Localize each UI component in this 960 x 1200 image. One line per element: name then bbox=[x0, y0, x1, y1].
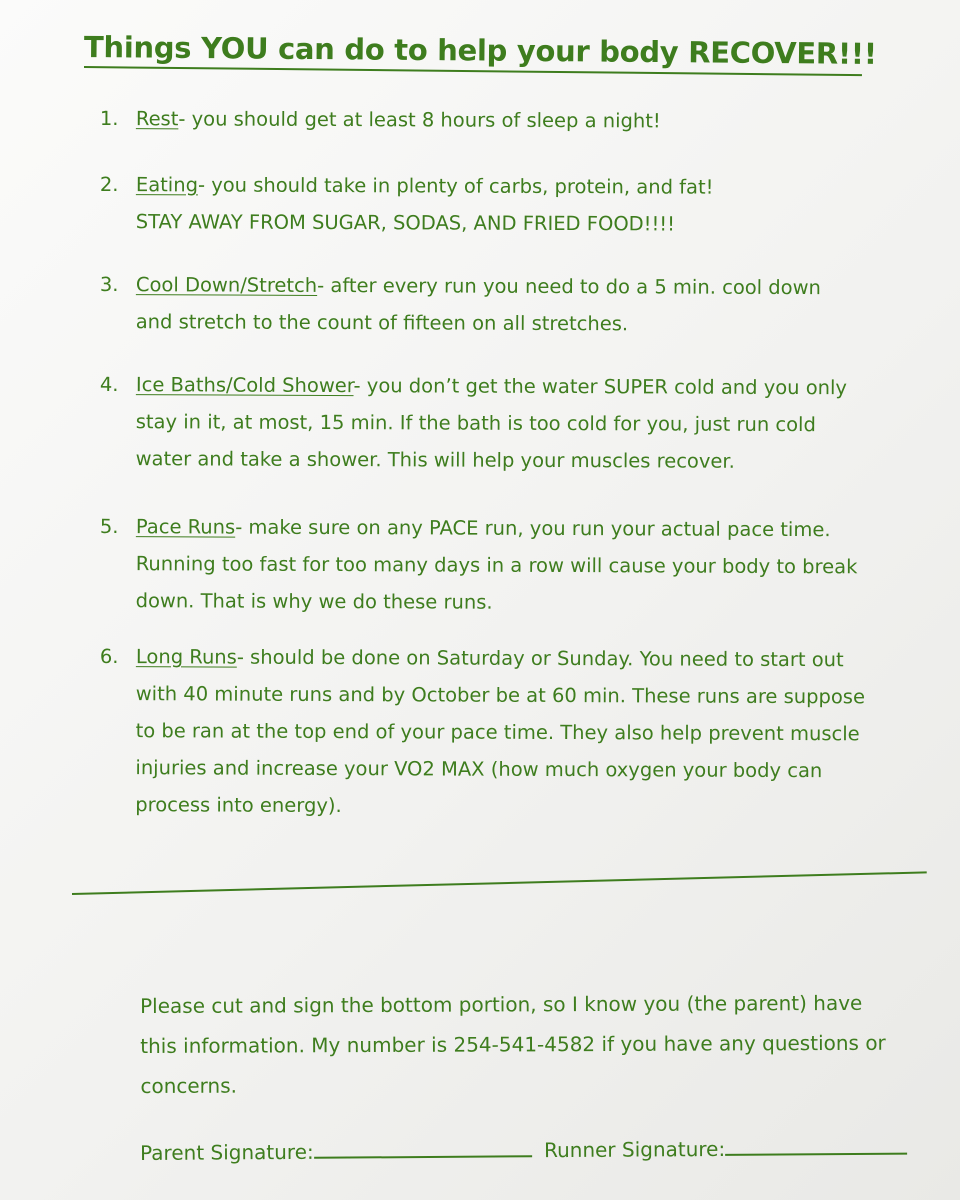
tip-text-line: injuries and increase your VO2 MAX (how much oxygen your body can bbox=[135, 756, 823, 783]
tip-number: 3. bbox=[99, 272, 119, 297]
tip-text-line: with 40 minute runs and by October be at 60 min. These runs are suppose bbox=[135, 682, 866, 709]
tip-heading: Eating bbox=[135, 173, 199, 197]
tip-text-line: - make sure on any PACE run, you run your actual pace time. bbox=[235, 515, 831, 542]
runner-signature-label: Runner Signature: bbox=[543, 1136, 726, 1163]
tip-item-ice-baths bbox=[99, 366, 920, 473]
tip-text-line: - after every run you need to do a 5 min. cool down bbox=[317, 273, 821, 300]
notice-line: Please cut and sign the bottom portion, so I know you (the parent) have bbox=[140, 990, 863, 1018]
tip-text-line: - you should get at least 8 hours of sleep a night! bbox=[178, 107, 661, 133]
notice-line: concerns. bbox=[140, 1073, 238, 1098]
runner-signature-line bbox=[725, 1135, 907, 1156]
tip-text-line: down. That is why we do these runs. bbox=[135, 589, 493, 614]
tip-heading: Rest bbox=[135, 107, 179, 131]
tip-number: 6. bbox=[99, 644, 119, 669]
handout-title: Things YOU can do to help your body RECOVER!!! bbox=[83, 30, 877, 71]
tip-text-line: and stretch to the count of fifteen on all stretches. bbox=[135, 310, 629, 336]
tip-text-line: stay in it, at most, 15 min. If the bath is too cold for you, just run cold bbox=[135, 410, 816, 437]
tip-item-pace-runs bbox=[99, 508, 920, 614]
tip-number: 1. bbox=[99, 106, 119, 131]
tip-text-line: - should be done on Saturday or Sunday. You need to start out bbox=[236, 645, 844, 672]
tip-text-line: water and take a shower. This will help your muscles recover. bbox=[135, 447, 735, 473]
tip-text-line: STAY AWAY FROM SUGAR, SODAS, AND FRIED FOOD!!!! bbox=[135, 210, 676, 236]
tip-text-line: process into energy). bbox=[135, 793, 342, 818]
tip-number: 5. bbox=[99, 514, 119, 539]
tip-text-line: - you should take in plenty of carbs, protein, and fat! bbox=[197, 173, 714, 199]
tip-number: 2. bbox=[99, 172, 119, 197]
cut-line bbox=[72, 871, 927, 895]
tip-text-line: - you don’t get the water SUPER cold and you only bbox=[353, 374, 848, 400]
tip-number: 4. bbox=[99, 372, 119, 397]
tip-item-eating bbox=[99, 166, 920, 236]
tip-text-line: to be ran at the top end of your pace time. They also help prevent muscle bbox=[135, 719, 860, 746]
tip-heading: Pace Runs bbox=[135, 515, 236, 539]
parent-signature-label: Parent Signature: bbox=[140, 1139, 314, 1165]
tip-item-rest bbox=[99, 100, 920, 133]
tip-heading: Cool Down/Stretch bbox=[135, 273, 318, 297]
tip-text-line: Running too fast for too many days in a row will cause your body to break bbox=[135, 552, 858, 579]
notice-line: this information. My number is 254-541-4582 if you have any questions or bbox=[140, 1030, 886, 1058]
parent-signature-line bbox=[314, 1137, 532, 1159]
tip-heading: Ice Baths/Cold Shower bbox=[135, 373, 354, 398]
parent-notice bbox=[140, 983, 941, 1106]
tip-heading: Long Runs bbox=[135, 645, 237, 669]
signature-row bbox=[140, 1134, 950, 1165]
tip-item-cool-down bbox=[99, 266, 920, 336]
tip-item-long-runs bbox=[99, 638, 920, 818]
